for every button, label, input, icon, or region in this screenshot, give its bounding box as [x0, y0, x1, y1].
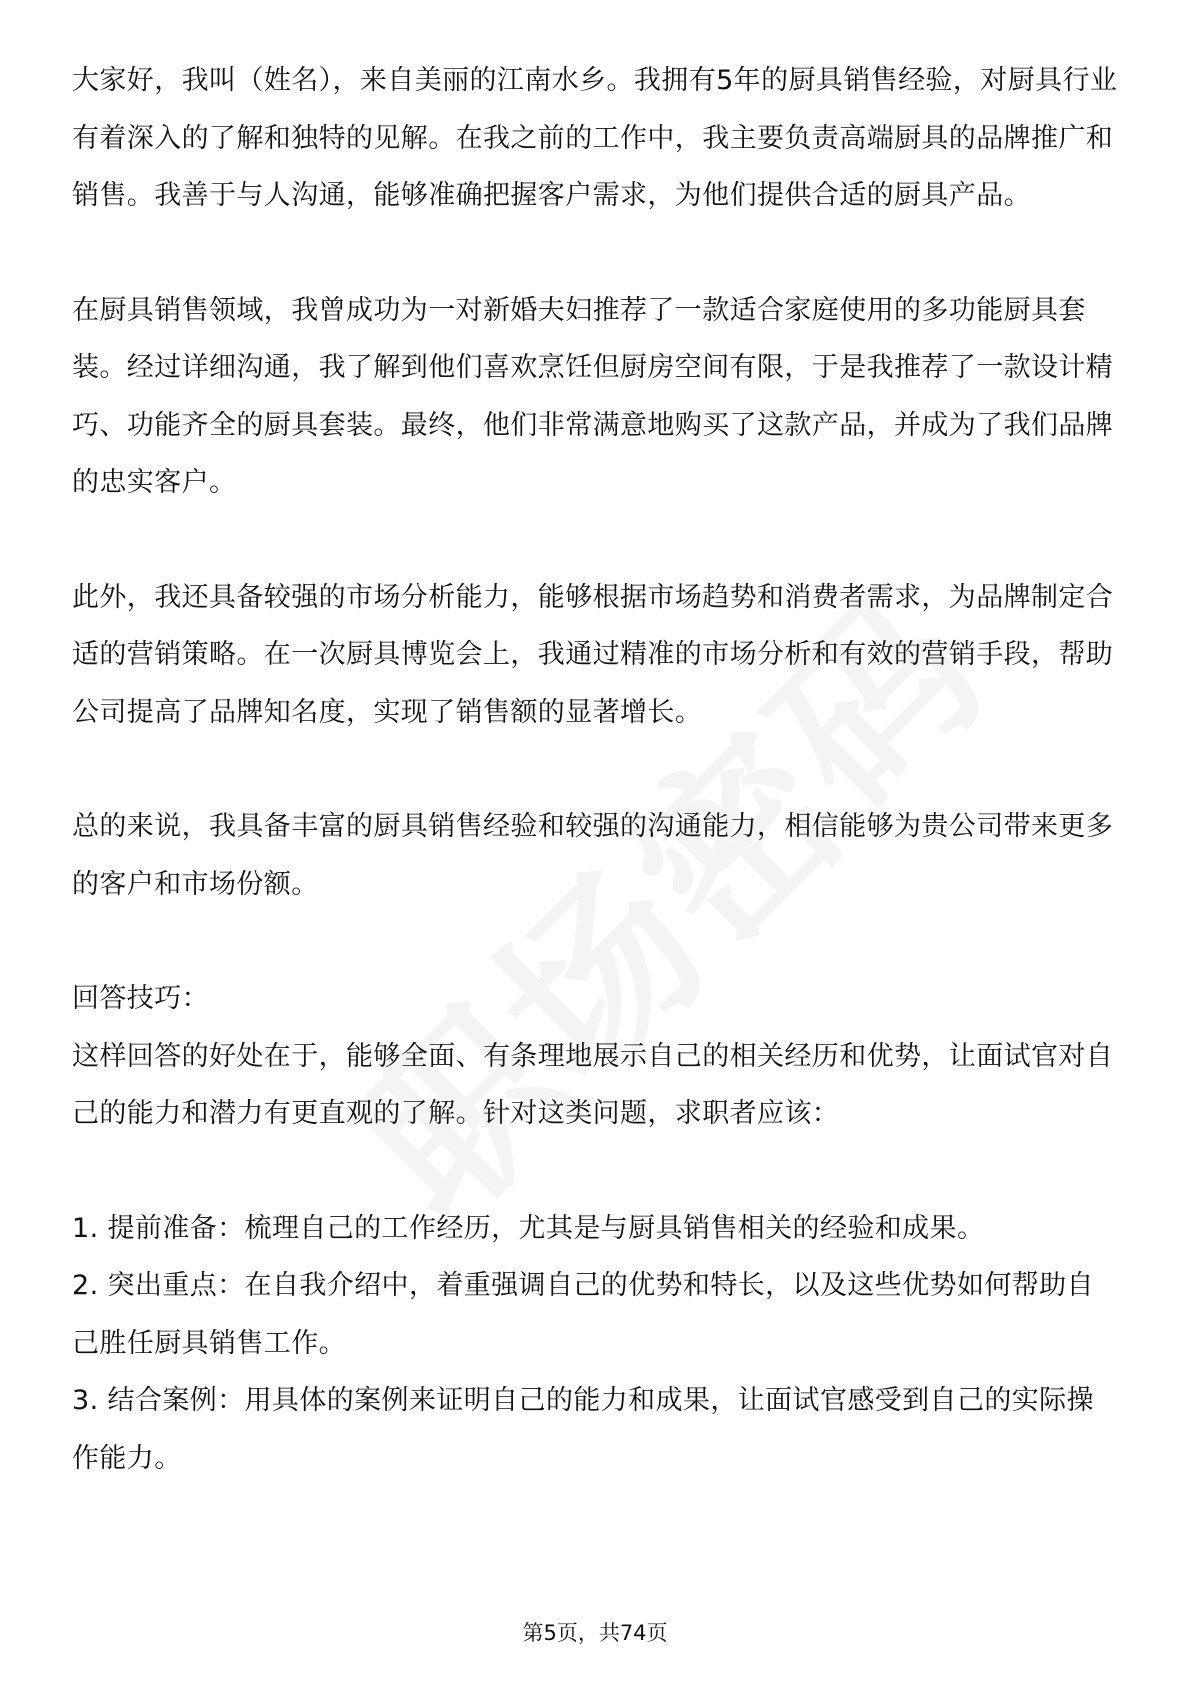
paragraph-summary: 总的来说，我具备丰富的厨具销售经验和较强的沟通能力，相信能够为贵公司带来更多的客户和市场份额。: [72, 811, 1114, 900]
tips-list-item: 1. 提前准备：梳理自己的工作经历，尤其是与厨具销售相关的经验和成果。: [72, 1212, 985, 1244]
paragraph-intro: 大家好，我叫（姓名），来自美丽的江南水乡。我拥有5年的厨具销售经验，对厨具行业有着深入的了解和独特的见解。在我之前的工作中，我主要负责高端厨具的品牌推广和销售。我善于与人沟通，能够准确把握客户需求，为他们提供合适的厨具产品。: [72, 65, 1118, 211]
paragraph-gap: [72, 913, 1118, 970]
paragraph-gap: [72, 741, 1118, 798]
tips-list-item: 3. 结合案例：用具体的案例来证明自己的能力和成果，让面试官感受到自己的实际操作能力。: [72, 1385, 1094, 1474]
paragraph-gap: [72, 1143, 1118, 1200]
paragraph-gap: [72, 225, 1118, 282]
tips-list-item: 2. 突出重点：在自我介绍中，着重强调自己的优势和特长，以及这些优势如何帮助自己胜任厨具销售工作。: [72, 1270, 1094, 1359]
tips-heading: 回答技巧：: [72, 983, 209, 1014]
paragraph-gap: [72, 512, 1118, 569]
document-body: [72, 52, 1118, 1487]
page-number: 第5页，共74页: [522, 1621, 668, 1645]
paragraph-case: 在厨具销售领域，我曾成功为一对新婚夫妇推荐了一款适合家庭使用的多功能厨具套装。经过详细沟通，我了解到他们喜欢烹饪但厨房空间有限，于是我推荐了一款设计精巧、功能齐全的厨具套装。最终，他们非常满意地购买了这款产品，并成为了我们品牌的忠实客户。: [72, 294, 1114, 498]
paragraph-market-analysis: 此外，我还具备较强的市场分析能力，能够根据市场趋势和消费者需求，为品牌制定合适的营销策略。在一次厨具博览会上，我通过精准的市场分析和有效的营销手段，帮助公司提高了品牌知名度，实现了销售额的显著增长。: [72, 581, 1114, 728]
tips-intro: 这样回答的好处在于，能够全面、有条理地展示自己的相关经历和优势，让面试官对自己的能力和潜力有更直观的了解。针对这类问题，求职者应该：: [72, 1040, 1114, 1129]
